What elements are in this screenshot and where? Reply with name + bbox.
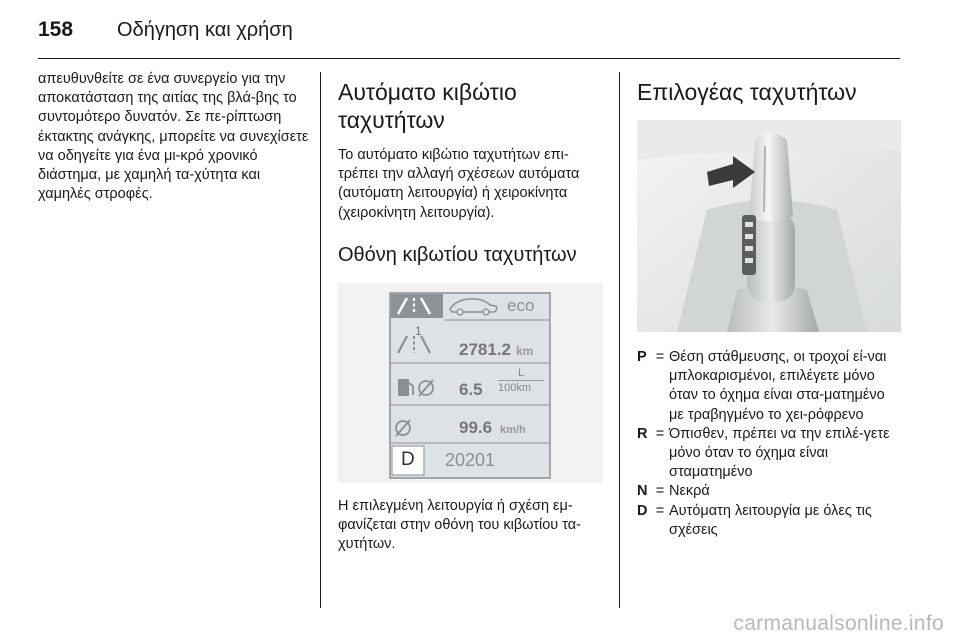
continued-paragraph: απευθυνθείτε σε ένα συνεργείο για την αποκατάσταση της αιτίας της βλά-βης το συντομότερο δυνατόν. Σε πε-ρίπτωση έκτακτης ανάγκης, μπορείτε να συνεχίσετε να οδηγείτε για ένα μι-κρό χρονικό διάστημα, με χαμηλή τα-χύτητα και χαμηλές στροφές. — [38, 71, 309, 203]
legend-key: P — [637, 349, 647, 365]
column-divider-1 — [320, 72, 321, 608]
gear-number: 1 — [415, 323, 422, 338]
legend-key: R — [637, 425, 648, 442]
intro-paragraph: Το αυτόματο κιβώτιο ταχυτήτων επι-τρέπει την αλλαγή σχέσεων αυτόματα (αυτόματη λειτουργία) ή χειροκίνητα (χειροκίνητη λειτουργία). — [338, 147, 580, 221]
legend-description: Όπισθεν, πρέπει να την επιλέ-γετε μόνο όταν το όχημα είναι σταματημένο — [669, 425, 890, 481]
section-heading-automatic-transmission: Αυτόματο κιβώτιο ταχυτήτων — [338, 79, 517, 133]
legend-description: Αυτόματη λειτουργία με όλες τις σχέσεις — [669, 502, 872, 538]
gear-positions-legend — [637, 348, 901, 540]
section-heading-gear-selector: Επιλογέας ταχυτήτων — [637, 79, 857, 105]
consumption-value: 6.5 — [459, 379, 483, 399]
legend-description: Νεκρά — [669, 483, 710, 500]
fraction-line — [498, 380, 544, 381]
column-2 — [338, 70, 604, 554]
legend-equals: = — [655, 425, 665, 442]
gear-letter: D — [401, 448, 415, 470]
subheading-transmission-display: Οθόνη κιβωτίου ταχυτήτων — [338, 243, 577, 266]
transmission-display-illustration — [338, 283, 603, 483]
legend-row-r — [637, 425, 901, 483]
legend-equals: = — [655, 483, 665, 500]
legend-description: Θέση στάθμευσης, οι τροχοί εί-ναι μπλοκαρισμένοι, επιλέγετε μόνο όταν το όχημα είναι στα-ματημένο με τραβηγμένο το χει-ρόφρενο — [669, 349, 887, 423]
page-number: 158 — [38, 18, 74, 41]
header-divider — [38, 58, 900, 59]
speed-value: 99.6 — [459, 417, 493, 437]
gear-selector-photo — [637, 120, 901, 332]
eco-label: eco — [507, 295, 535, 315]
page-header — [0, 0, 960, 60]
column-3 — [637, 70, 901, 540]
watermark: carmanualsonline.info — [733, 612, 944, 635]
page-title: Οδήγηση και χρήση — [117, 19, 293, 41]
display-caption: Η επιλεγμένη λειτουργία ή σχέση εμ-φανίζεται στην οθόνη του κιβωτίου τα-χυτήτων. — [338, 497, 582, 553]
column-divider-2 — [619, 72, 620, 608]
legend-key: N — [637, 483, 648, 500]
odometer-value: 2781.2 — [459, 339, 511, 359]
legend-row-d — [637, 502, 901, 540]
gear-lever-illustration — [637, 120, 901, 332]
speed-unit: km/h — [500, 423, 526, 436]
legend-equals: = — [655, 502, 665, 519]
legend-row-n — [637, 482, 901, 501]
display-code: 20201 — [445, 449, 496, 470]
legend-equals: = — [655, 349, 665, 365]
legend-row-p — [637, 348, 901, 425]
fuel-pump-icon — [398, 379, 409, 396]
column-1 — [38, 70, 310, 204]
consumption-unit-bottom: 100km — [498, 381, 532, 394]
odometer-unit: km — [516, 343, 534, 358]
legend-key: D — [637, 502, 648, 519]
consumption-unit-top: L — [518, 366, 525, 379]
